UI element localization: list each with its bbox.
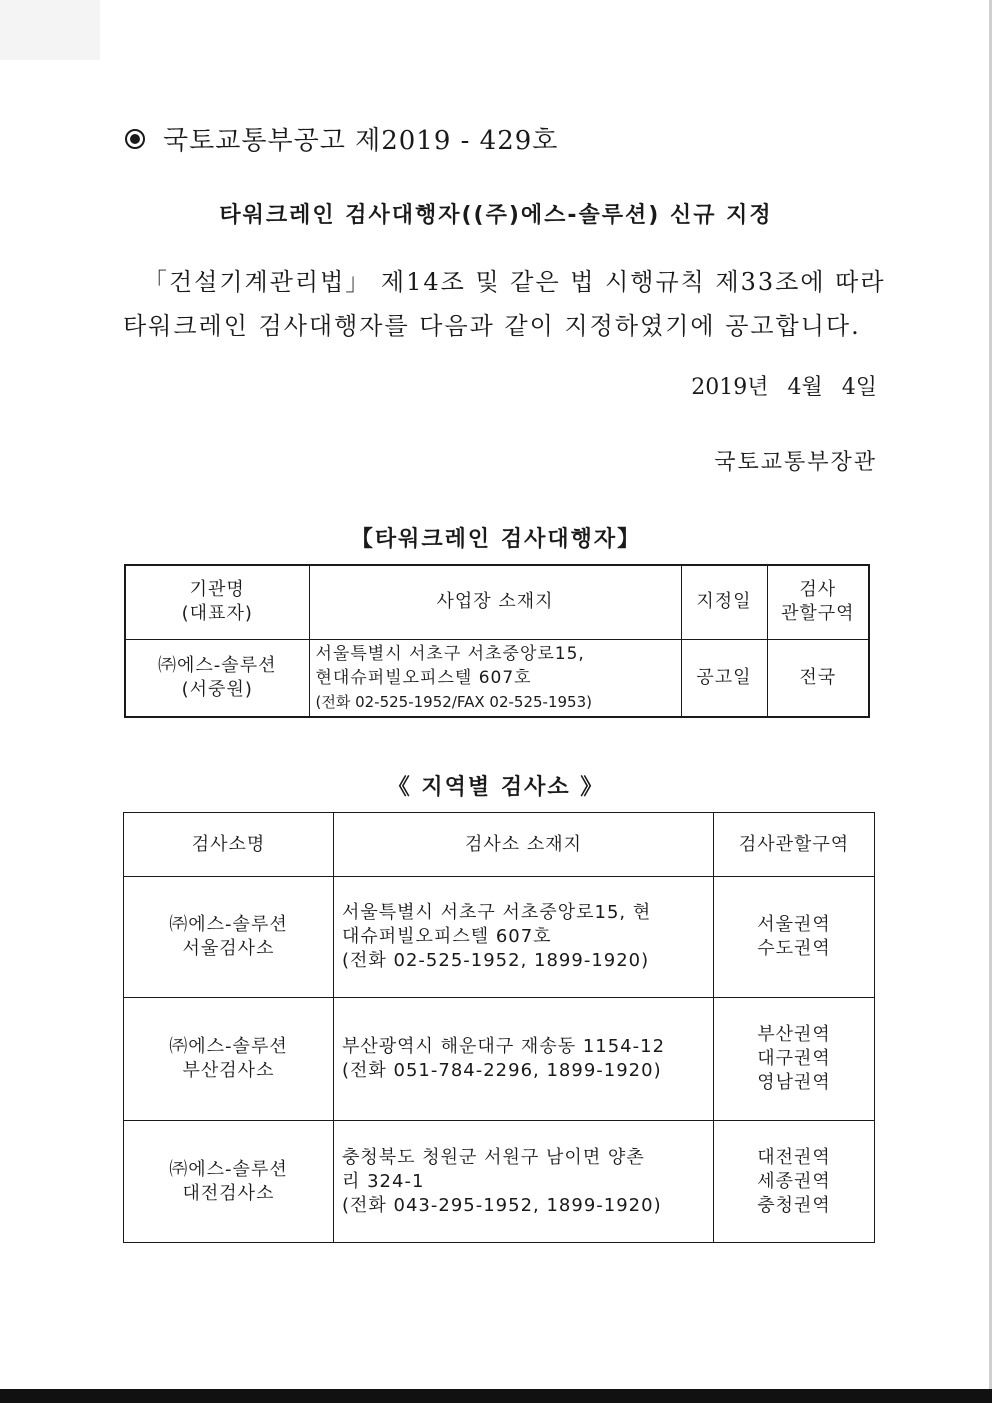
table1-title: 【타워크레인 검사대행자】 (350, 527, 642, 552)
station-name: 서울검사소 (182, 938, 275, 959)
inspection-agent-table (124, 564, 870, 718)
station-regions-cell (714, 998, 875, 1121)
region-label: 서울권역 (757, 914, 831, 935)
station-address-line2: (전화 051-784-2296, 1899-1920) (342, 1060, 662, 1081)
address-cell (309, 639, 681, 717)
region-label: 충청권역 (757, 1194, 831, 1216)
station-address-line1: 충청북도 청원군 서원구 남이면 양촌 (342, 1146, 645, 1168)
table2-title: 《 지역별 검사소 》 (387, 775, 605, 800)
station-address-line1: 부산광역시 해운대구 재송동 1154-12 (342, 1036, 666, 1057)
header-address: 사업장 소재지 (309, 565, 681, 639)
scan-bottom-border (0, 1389, 992, 1403)
notice-body (123, 260, 886, 348)
region-label: 대구권역 (757, 1048, 831, 1069)
address-line1: 서울특별시 서초구 서초중앙로15, (315, 643, 585, 664)
scan-corner-artifact (0, 0, 100, 60)
station-address-line2: 대슈퍼빌오피스텔 607호 (342, 926, 552, 947)
station-company: ㈜에스-솔루션 (169, 914, 288, 935)
table-row (124, 877, 875, 998)
station-name: 부산검사소 (182, 1060, 275, 1081)
table1-row (125, 639, 869, 717)
body-line-1: 「건설기계관리법」 제14조 및 같은 법 시행규칙 제33조에 따라 (143, 268, 886, 296)
station-name-cell (124, 998, 334, 1121)
notice-title-text: 국토교통부공고 제2019 - 429호 (163, 126, 559, 156)
header-jurisdiction (767, 565, 869, 639)
station-name-cell (124, 877, 334, 998)
station-address-cell (334, 877, 714, 998)
station-address-line3: (전화 043-295-1952, 1899-1920) (342, 1194, 662, 1216)
station-regions-cell (714, 877, 875, 998)
header-jurisdiction-line2: 관할구역 (780, 603, 855, 625)
station-address-cell (334, 998, 714, 1121)
agency-representative: (서중원) (181, 678, 253, 700)
address-line2: 현대슈퍼빌오피스텔 607호 (315, 667, 532, 688)
header-station-jurisdiction: 검사관할구역 (714, 813, 875, 877)
header-designation-date: 지정일 (681, 565, 767, 639)
station-address-cell (334, 1121, 714, 1243)
notice-date: 2019년 4월 4일 (691, 375, 877, 400)
station-address-line1: 서울특별시 서초구 서초중앙로15, 현 (342, 902, 652, 923)
header-station-name: 검사소명 (124, 813, 334, 877)
station-company: ㈜에스-솔루션 (169, 1158, 288, 1180)
body-line-2: 타워크레인 검사대행자를 다음과 같이 지정하였기에 공고합니다. (123, 312, 861, 340)
table1-header-row (125, 565, 869, 639)
region-label: 수도권역 (757, 938, 831, 959)
agency-name: ㈜에스-솔루션 (158, 654, 277, 676)
station-regions-cell (714, 1121, 875, 1243)
station-name-cell (124, 1121, 334, 1243)
jurisdiction-cell: 전국 (767, 639, 869, 717)
station-address-line3: (전화 02-525-1952, 1899-1920) (342, 950, 650, 971)
address-line3: (전화 02-525-1952/FAX 02-525-1953) (315, 692, 592, 711)
station-name: 대전검사소 (182, 1182, 275, 1204)
header-agency-line1: 기관명 (189, 579, 245, 601)
notice-subject: 타워크레인 검사대행자((주)에스-솔루션) 신규 지정 (219, 203, 773, 228)
region-label: 부산권역 (757, 1024, 831, 1045)
header-agency (125, 565, 309, 639)
bullseye-icon (125, 129, 145, 149)
notice-issuer: 국토교통부장관 (714, 450, 877, 475)
agency-cell (125, 639, 309, 717)
region-label: 영남권역 (757, 1072, 831, 1093)
region-label: 대전권역 (757, 1146, 831, 1168)
header-jurisdiction-line1: 검사 (799, 579, 837, 601)
notice-title (125, 120, 558, 157)
designation-date-cell: 공고일 (681, 639, 767, 717)
table2-header-row (124, 813, 875, 877)
region-label: 세종권역 (757, 1170, 831, 1192)
header-agency-line2: (대표자) (181, 603, 253, 625)
station-address-line2: 리 324-1 (342, 1170, 425, 1192)
header-station-address: 검사소 소재지 (334, 813, 714, 877)
table-row (124, 1121, 875, 1243)
station-company: ㈜에스-솔루션 (169, 1036, 288, 1057)
table-row (124, 998, 875, 1121)
regional-inspection-table (123, 812, 875, 1243)
